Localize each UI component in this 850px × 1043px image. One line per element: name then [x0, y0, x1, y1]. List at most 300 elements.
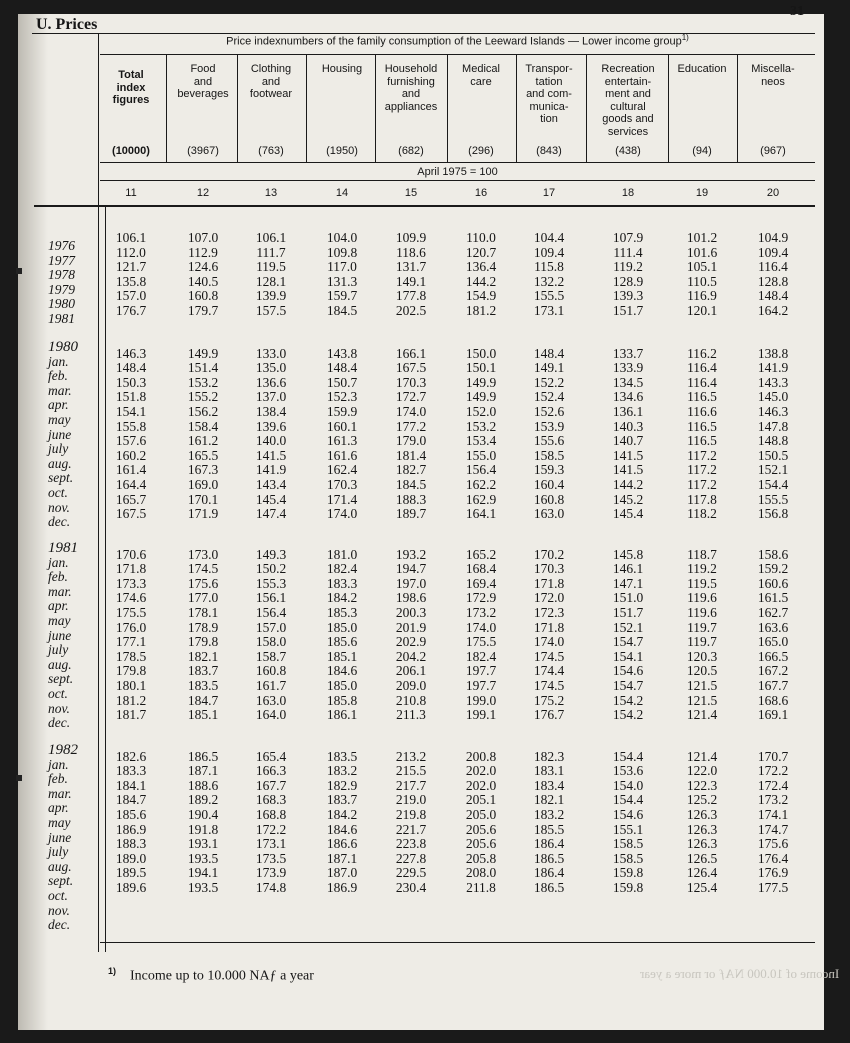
- table-cell: 198.6: [395, 590, 427, 606]
- table-cell: 156.4: [465, 462, 497, 478]
- table-cell: 152.0: [465, 404, 497, 419]
- table-cell: 116.4: [687, 360, 717, 376]
- column-number: 14: [335, 187, 349, 199]
- table-cell: 170.3: [533, 561, 565, 577]
- table-cell: 190.4: [187, 807, 219, 822]
- table-cell: 174.8: [255, 880, 287, 895]
- table-cell: 171.8: [533, 575, 565, 591]
- table-cell: 173.3: [115, 575, 147, 591]
- table-cell: 174.0: [533, 634, 565, 650]
- table-cell: 174.5: [533, 648, 565, 664]
- table-cell: 172.3: [533, 605, 565, 620]
- table-cell: 158.5: [533, 447, 565, 463]
- table-cell: 194.7: [395, 561, 427, 577]
- table-cell: 120.1: [686, 303, 718, 318]
- table-cell: 168.6: [757, 692, 789, 708]
- table-cell: 155.8: [115, 418, 147, 434]
- table-cell: 134.6: [612, 389, 644, 405]
- table-cell: 164.1: [465, 506, 497, 522]
- column-header: Transpor- tation and com- munica- tion: [525, 63, 573, 125]
- table-cell: 145.4: [255, 491, 287, 507]
- table-cell: 154.2: [612, 707, 644, 723]
- table-cell: 133.7: [612, 345, 644, 361]
- row-label: june: [48, 829, 72, 845]
- table-cell: 166.5: [757, 648, 789, 664]
- table-cell: 199.1: [465, 707, 497, 723]
- row-label: may: [48, 412, 71, 427]
- table-cell: 202.9: [395, 634, 427, 650]
- binding-mark: [16, 268, 22, 274]
- column-header: Miscella- neos: [751, 63, 795, 88]
- row-label: may: [48, 815, 71, 830]
- table-cell: 175.5: [465, 634, 497, 650]
- table-cell: 178.5: [115, 648, 147, 664]
- table-cell: 157.0: [255, 619, 287, 635]
- table-cell: 211.8: [466, 880, 496, 895]
- table-cell: 141.9: [757, 360, 789, 376]
- table-cell: 179.8: [187, 634, 219, 650]
- table-cell: 147.4: [255, 506, 287, 522]
- table-cell: 163.6: [757, 619, 789, 635]
- table-cell: 172.0: [533, 590, 565, 606]
- table-cell: 185.0: [326, 678, 358, 693]
- table-cell: 211.3: [396, 707, 426, 723]
- table-cell: 171.8: [115, 561, 147, 577]
- table-cell: 175.6: [757, 836, 789, 852]
- table-cell: 172.4: [757, 777, 789, 793]
- table-cell: 144.2: [465, 273, 497, 289]
- table-cell: 153.2: [465, 418, 497, 434]
- column-divider: [306, 54, 307, 162]
- table-cell: 136.6: [255, 374, 287, 390]
- table-cell: 156.2: [187, 404, 219, 419]
- table-cell: 160.8: [187, 288, 219, 304]
- table-cell: 126.4: [686, 865, 718, 881]
- row-label: nov.: [48, 902, 70, 918]
- table-cell: 155.1: [612, 821, 644, 837]
- table-cell: 148.8: [757, 433, 789, 449]
- table-cell: 183.3: [326, 575, 358, 591]
- table-cell: 186.5: [533, 850, 565, 866]
- table-cell: 183.4: [533, 777, 565, 793]
- table-cell: 221.7: [395, 821, 427, 837]
- table-cell: 154.4: [757, 477, 789, 492]
- table-cell: 186.1: [326, 707, 358, 723]
- table-cell: 154.6: [612, 663, 644, 679]
- table-cell: 202.5: [395, 303, 427, 318]
- table-cell: 119.6: [687, 590, 717, 606]
- table-cell: 185.6: [115, 807, 147, 822]
- table-cell: 131.7: [395, 259, 427, 275]
- table-cell: 200.3: [395, 605, 427, 620]
- table-cell: 136.1: [612, 404, 644, 419]
- table-cell: 184.5: [326, 303, 358, 318]
- table-cell: 181.2: [465, 303, 497, 318]
- table-cell: 159.3: [533, 462, 565, 478]
- table-cell: 155.2: [187, 389, 219, 405]
- table-cell: 184.2: [326, 590, 358, 606]
- row-label: nov.: [48, 499, 70, 515]
- table-cell: 188.3: [395, 491, 427, 507]
- table-cell: 167.2: [757, 663, 789, 679]
- table-cell: 167.5: [115, 506, 147, 522]
- table-cell: 204.2: [395, 648, 427, 664]
- column-number: 20: [766, 187, 780, 199]
- table-cell: 184.2: [326, 807, 358, 822]
- table-cell: 154.7: [612, 634, 644, 650]
- table-cell: 193.5: [187, 850, 219, 866]
- table-cell: 183.3: [115, 763, 147, 779]
- column-divider: [586, 54, 587, 162]
- column-divider: [237, 54, 238, 162]
- table-cell: 154.9: [465, 288, 497, 304]
- table-cell: 173.1: [255, 836, 287, 852]
- table-cell: 101.2: [686, 230, 718, 245]
- column-number: 12: [196, 187, 210, 199]
- table-cell: 167.5: [395, 360, 427, 376]
- table-cell: 170.2: [533, 546, 565, 562]
- table-cell: 139.6: [255, 418, 287, 434]
- table-cell: 118.2: [687, 506, 717, 522]
- table-cell: 174.0: [326, 506, 358, 522]
- table-cell: 119.5: [256, 259, 286, 275]
- table-cell: 160.2: [115, 447, 147, 463]
- table-cell: 148.4: [115, 360, 147, 376]
- table-cell: 150.3: [115, 374, 147, 390]
- table-cell: 166.1: [395, 345, 427, 361]
- table-cell: 150.7: [326, 374, 358, 390]
- table-cell: 168.4: [465, 561, 497, 577]
- table-cell: 160.6: [757, 575, 789, 591]
- table-cell: 150.5: [757, 447, 789, 463]
- table-cell: 181.7: [115, 707, 147, 723]
- table-cell: 181.2: [115, 692, 147, 708]
- column-divider: [668, 54, 669, 162]
- table-cell: 143.8: [326, 345, 358, 361]
- table-cell: 186.4: [533, 836, 565, 852]
- table-cell: 119.2: [687, 561, 717, 577]
- table-cell: 183.7: [187, 663, 219, 679]
- table-cell: 125.4: [686, 880, 718, 895]
- table-cell: 140.3: [612, 418, 644, 434]
- row-label: aug.: [48, 656, 72, 672]
- table-cell: 186.4: [533, 865, 565, 881]
- table-cell: 161.3: [326, 433, 358, 449]
- row-label: mar.: [48, 583, 72, 599]
- row-label: 1977: [48, 252, 75, 268]
- table-cell: 213.2: [395, 748, 427, 764]
- table-cell: 189.2: [187, 792, 219, 808]
- table-cell: 119.2: [613, 259, 643, 275]
- row-label: oct.: [48, 686, 68, 701]
- table-cell: 145.2: [612, 491, 644, 507]
- table-cell: 171.8: [533, 619, 565, 635]
- table-cell: 159.9: [326, 404, 358, 419]
- table-cell: 219.0: [395, 792, 427, 808]
- table-cell: 155.3: [255, 575, 287, 591]
- table-cell: 137.0: [255, 389, 287, 405]
- column-weight: (1950): [326, 145, 358, 157]
- table-cell: 188.6: [187, 777, 219, 793]
- table-cell: 141.5: [612, 462, 644, 478]
- table-cell: 183.2: [326, 763, 358, 779]
- table-cell: 140.7: [612, 433, 644, 449]
- table-cell: 170.3: [395, 374, 427, 390]
- table-cell: 109.9: [395, 230, 427, 245]
- table-cell: 118.7: [687, 546, 717, 562]
- table-cell: 206.1: [395, 663, 427, 679]
- table-cell: 106.1: [115, 230, 147, 245]
- table-cell: 178.1: [187, 605, 219, 620]
- table-cell: 112.0: [116, 244, 146, 260]
- table-cell: 182.6: [115, 748, 147, 764]
- table-cell: 105.1: [686, 259, 718, 275]
- table-cell: 104.0: [326, 230, 358, 245]
- table-cell: 158.6: [757, 546, 789, 562]
- table-cell: 217.7: [395, 777, 427, 793]
- column-weight: (10000): [112, 145, 150, 157]
- table-cell: 128.8: [757, 273, 789, 289]
- row-label: dec.: [48, 514, 71, 530]
- table-cell: 169.1: [757, 707, 789, 723]
- table-cell: 148.4: [533, 345, 565, 361]
- table-cell: 159.8: [612, 880, 644, 895]
- row-label: sept.: [48, 671, 74, 687]
- table-cell: 119.5: [687, 575, 717, 591]
- table-cell: 139.3: [612, 288, 644, 304]
- table-cell: 121.4: [686, 748, 718, 764]
- table-cell: 160.1: [326, 418, 358, 434]
- table-title: Price indexnumbers of the family consumption of the Leeward Islands — Lower income group$^{1)}$: [226, 33, 689, 48]
- table-cell: 109.4: [533, 244, 565, 260]
- row-label: feb.: [48, 569, 68, 585]
- row-label: dec.: [48, 715, 71, 731]
- table-cell: 184.1: [115, 777, 147, 793]
- table-cell: 145.4: [612, 506, 644, 522]
- table-cell: 150.0: [465, 345, 497, 361]
- table-cell: 186.9: [326, 880, 358, 895]
- table-cell: 185.6: [326, 634, 358, 650]
- table-cell: 179.0: [395, 433, 427, 449]
- row-label: june: [48, 426, 72, 442]
- table-cell: 152.1: [757, 462, 789, 478]
- table-cell: 155.5: [533, 288, 565, 304]
- table-cell: 111.4: [613, 244, 643, 260]
- table-cell: 119.6: [687, 605, 717, 620]
- table-cell: 144.2: [612, 477, 644, 492]
- table-cell: 185.5: [533, 821, 565, 837]
- table-cell: 117.8: [687, 491, 717, 507]
- table-cell: 158.5: [612, 836, 644, 852]
- table-cell: 116.5: [687, 433, 717, 449]
- header-bottom-rule: [34, 205, 815, 207]
- table-cell: 166.3: [255, 763, 287, 779]
- table-cell: 176.0: [115, 619, 147, 635]
- row-label: july: [48, 441, 69, 457]
- table-cell: 162.4: [326, 462, 358, 478]
- table-cell: 143.3: [757, 374, 789, 390]
- column-header: Recreation entertain- ment and cultural goods and services: [601, 63, 655, 138]
- table-cell: 116.9: [687, 288, 717, 304]
- table-cell: 153.6: [612, 763, 644, 779]
- table-cell: 117.0: [327, 259, 357, 275]
- table-cell: 134.5: [612, 374, 644, 390]
- year-heading: 1981: [48, 540, 78, 556]
- table-cell: 149.1: [533, 360, 565, 376]
- table-cell: 173.9: [255, 865, 287, 881]
- table-cell: 202.0: [465, 777, 497, 793]
- table-cell: 189.6: [115, 880, 147, 895]
- table-cell: 126.5: [686, 850, 718, 866]
- table-cell: 230.4: [395, 880, 427, 895]
- table-cell: 185.1: [187, 707, 219, 723]
- table-cell: 112.9: [188, 244, 218, 260]
- column-number: 11: [125, 187, 137, 199]
- table-cell: 185.0: [326, 619, 358, 635]
- table-cell: 170.3: [326, 477, 358, 492]
- table-cell: 175.2: [533, 692, 565, 708]
- table-cell: 189.7: [395, 506, 427, 522]
- column-header: Total index figures: [112, 69, 150, 106]
- heading-rule: [100, 54, 815, 55]
- table-cell: 159.2: [757, 561, 789, 577]
- column-weight: (763): [258, 145, 284, 157]
- table-cell: 185.3: [326, 605, 358, 620]
- table-cell: 161.5: [757, 590, 789, 606]
- table-cell: 215.5: [395, 763, 427, 779]
- row-label: 1981: [48, 311, 75, 326]
- table-cell: 145.8: [612, 546, 644, 562]
- column-weight: (438): [615, 145, 641, 157]
- table-cell: 124.6: [187, 259, 219, 275]
- table-cell: 175.5: [115, 605, 147, 620]
- table-cell: 157.6: [115, 433, 147, 449]
- table-cell: 151.4: [187, 360, 219, 376]
- column-divider: [166, 54, 167, 162]
- table-cell: 170.1: [187, 491, 219, 507]
- table-cell: 161.4: [115, 462, 147, 478]
- table-cell: 182.7: [395, 462, 427, 478]
- table-cell: 161.2: [187, 433, 219, 449]
- row-label: mar.: [48, 785, 72, 801]
- row-label: 1978: [48, 267, 75, 283]
- table-cell: 193.2: [395, 546, 427, 562]
- table-cell: 191.8: [187, 821, 219, 837]
- table-cell: 149.1: [395, 273, 427, 289]
- table-cell: 149.3: [255, 546, 287, 562]
- table-cell: 175.6: [187, 575, 219, 591]
- table-cell: 169.4: [465, 575, 497, 591]
- footnote: $^{1)}$ Income up to 10.000 NAƒ a year: [108, 966, 314, 984]
- table-cell: 146.3: [115, 345, 147, 361]
- table-cell: 176.7: [115, 303, 147, 318]
- table-cell: 152.2: [533, 374, 565, 390]
- table-cell: 173.0: [187, 546, 219, 562]
- table-cell: 177.8: [395, 288, 427, 304]
- table-cell: 149.9: [465, 374, 497, 390]
- table-cell: 162.7: [757, 605, 789, 620]
- table-cell: 187.1: [326, 850, 358, 866]
- column-header: Clothing and footwear: [249, 63, 293, 100]
- column-weight: (967): [760, 145, 786, 157]
- table-cell: 197.7: [465, 663, 497, 679]
- table-cell: 185.8: [326, 692, 358, 708]
- table-cell: 167.7: [757, 678, 789, 693]
- table-cell: 117.2: [687, 477, 717, 492]
- row-label: sept.: [48, 873, 74, 889]
- table-cell: 179.7: [187, 303, 219, 318]
- row-label: apr.: [48, 598, 69, 614]
- table-cell: 185.1: [326, 648, 358, 664]
- table-cell: 158.0: [255, 634, 287, 650]
- table-cell: 121.4: [686, 707, 718, 723]
- table-cell: 177.2: [395, 418, 427, 434]
- table-cell: 109.4: [757, 244, 789, 260]
- column-weight: (3967): [187, 145, 219, 157]
- table-cell: 177.5: [757, 880, 789, 895]
- table-cell: 156.8: [757, 506, 789, 522]
- table-cell: 161.7: [255, 678, 287, 693]
- column-number: 15: [404, 187, 418, 199]
- table-cell: 162.9: [465, 491, 497, 507]
- table-cell: 205.8: [465, 850, 497, 866]
- table-cell: 193.1: [187, 836, 219, 852]
- table-cell: 184.7: [115, 792, 147, 808]
- table-cell: 119.7: [687, 619, 717, 635]
- table-cell: 168.8: [255, 807, 287, 822]
- row-label: nov.: [48, 700, 70, 716]
- table-cell: 154.0: [612, 777, 644, 793]
- table-cell: 183.7: [326, 792, 358, 808]
- table-cell: 163.0: [533, 506, 565, 522]
- table-cell: 160.8: [255, 663, 287, 679]
- table-cell: 126.3: [686, 807, 718, 822]
- table-cell: 182.4: [326, 561, 358, 577]
- table-cell: 173.1: [533, 303, 565, 318]
- table-cell: 143.4: [255, 477, 287, 492]
- table-cell: 150.2: [255, 561, 287, 577]
- table-cell: 184.7: [187, 692, 219, 708]
- table-cell: 152.6: [533, 404, 565, 419]
- table-cell: 179.8: [115, 663, 147, 679]
- table-cell: 157.5: [255, 303, 287, 318]
- bleed-through-text: Income of 10.000 NAƒ or more a year: [640, 966, 840, 981]
- table-cell: 173.2: [757, 792, 789, 808]
- row-label: jan.: [48, 554, 69, 570]
- table-cell: 178.9: [187, 619, 219, 635]
- table-cell: 165.5: [187, 447, 219, 463]
- row-label: dec.: [48, 917, 71, 933]
- table-cell: 174.0: [395, 404, 427, 419]
- table-cell: 151.0: [612, 590, 644, 606]
- table-cell: 229.5: [395, 865, 427, 881]
- page-binding-shadow: [18, 14, 48, 1030]
- table-cell: 165.2: [465, 546, 497, 562]
- section-title: U. Prices: [36, 16, 98, 33]
- table-cell: 159.8: [612, 865, 644, 881]
- table-cell: 174.1: [757, 807, 789, 822]
- table-cell: 148.4: [326, 360, 358, 376]
- table-cell: 141.9: [255, 462, 287, 478]
- row-label: sept.: [48, 470, 74, 486]
- table-cell: 121.5: [686, 678, 718, 693]
- table-cell: 184.5: [395, 477, 427, 492]
- table-cell: 174.5: [533, 678, 565, 693]
- table-cell: 169.0: [187, 477, 219, 492]
- table-cell: 189.5: [115, 865, 147, 881]
- table-cell: 181.0: [326, 546, 358, 562]
- table-cell: 173.5: [255, 850, 287, 866]
